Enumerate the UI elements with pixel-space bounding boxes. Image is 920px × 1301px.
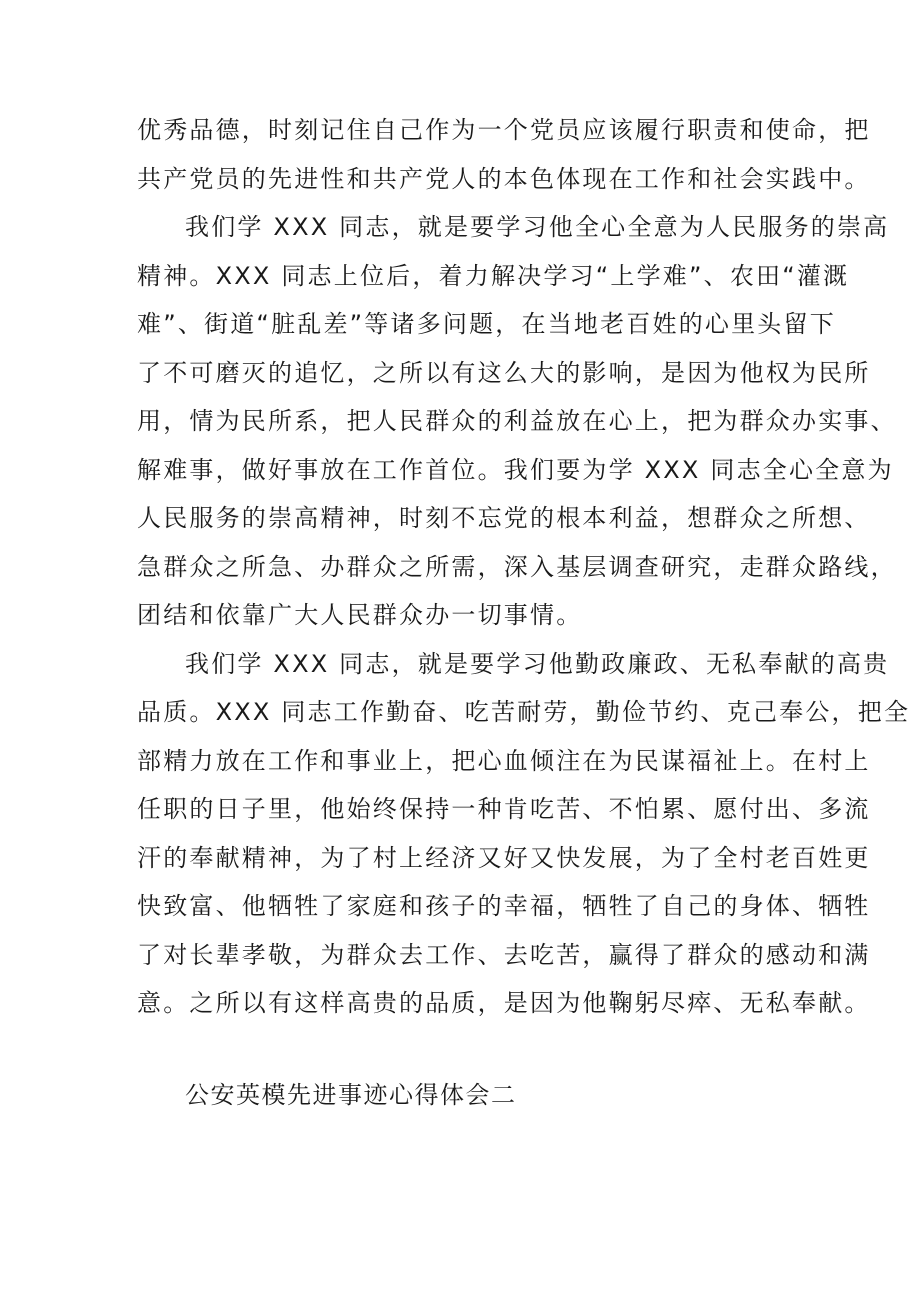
text-line: 汗的奉献精神，为了村上经济又好又快发展，为了全村老百姓更: [137, 844, 871, 872]
text-line: 共产党员的先进性和共产党人的本色体现在工作和社会实践中。: [137, 165, 871, 193]
section-heading: 公安英模先进事迹心得体会二: [185, 1081, 517, 1109]
text-line: 部精力放在工作和事业上，把心血倾注在为民谋福祉上。在村上: [137, 747, 871, 775]
text-line: 我们学 XXX 同志，就是要学习他勤政廉政、无私奉献的高贵: [185, 650, 890, 678]
text-line: 意。之所以有这样高贵的品质，是因为他鞠躬尽瘁、无私奉献。: [137, 989, 871, 1017]
text-line: 急群众之所急、办群众之所需，深入基层调查研究，走群众路线，: [137, 553, 897, 581]
text-line: 精神。XXX 同志上位后，着力解决学习“上学难”、农田“灌溉: [137, 262, 850, 290]
text-line: 难”、街道“脏乱差”等诸多问题，在当地老百姓的心里头留下: [137, 310, 836, 338]
text-line: 团结和依靠广大人民群众办一切事情。: [137, 601, 583, 629]
text-line: 用，情为民所系，把人民群众的利益放在心上，把为群众办实事、: [137, 407, 897, 435]
text-line: 解难事，做好事放在工作首位。我们要为学 XXX 同志全心全意为: [137, 456, 894, 484]
text-line: 优秀品德，时刻记住自己作为一个党员应该履行职责和使命，把: [137, 116, 871, 144]
text-line: 任职的日子里，他始终保持一种肯吃苦、不怕累、愿付出、多流: [137, 795, 871, 823]
text-line: 我们学 XXX 同志，就是要学习他全心全意为人民服务的崇高: [185, 213, 890, 241]
text-line: 了不可磨灭的追忆，之所以有这么大的影响，是因为他权为民所: [137, 359, 871, 387]
text-line: 了对长辈孝敬，为群众去工作、去吃苦，赢得了群众的感动和满: [137, 941, 871, 969]
text-line: 品质。XXX 同志工作勤奋、吃苦耐劳，勤俭节约、克己奉公，把全: [137, 698, 911, 726]
text-line: 人民服务的崇高精神，时刻不忘党的根本利益，想群众之所想、: [137, 504, 871, 532]
text-line: 快致富、他牺牲了家庭和孩子的幸福，牺牲了自己的身体、牺牲: [137, 892, 871, 920]
